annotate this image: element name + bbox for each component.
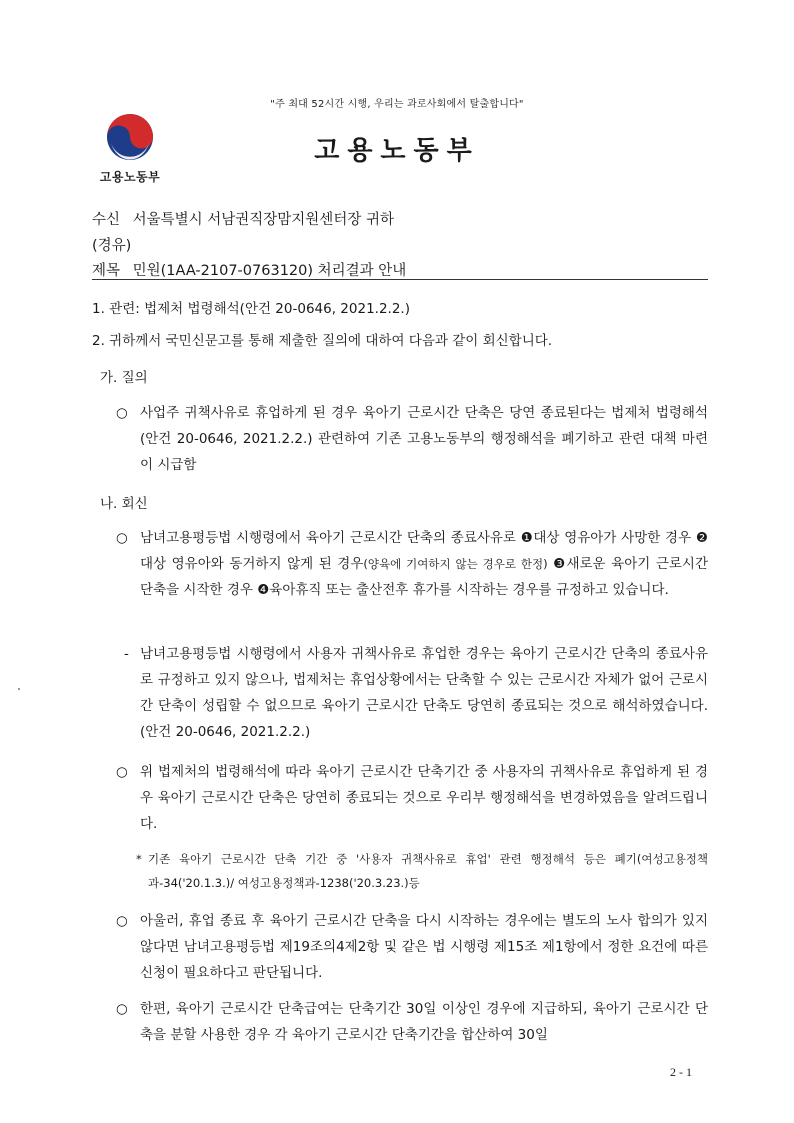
reply-1-part3: (양육에 기여하지 않는 경우로 한정) [363,557,548,571]
recipient-label: 수신 [92,212,121,228]
note-text: 기존 육아기 근로시간 단축 기간 중 '사용자 귀책사유로 휴업' 관련 행정해석 등은 폐기(여성고용정책과-34('20.1.3.)/ 여성고용정책과-1238('20.3.23.)등 [148,852,708,890]
recipient-line [92,208,394,229]
item-2: 2. 귀하께서 국민신문고를 통해 제출한 질의에 대하여 다음과 같이 회신합니다. [92,333,553,349]
reply-1-part1: 남녀고용평등법 시행령에서 육아기 근로시간 단축의 종료사유로 [140,530,521,546]
reply-1-subitem-text: 남녀고용평등법 시행령에서 사용자 귀책사유로 휴업한 경우는 육아기 근로시간 단축의 종료사유로 규정하고 있지 않으나, 법제처는 휴업상황에서는 단축할 수 있는 근로시간 자체가 없어 근로시간 단축이 성립할 수 없으므로 육아기 근로시간 단축도 당연히 종료되는 것으로 해석하였습니다.(안건 20-0646, 2021.2.2.) [140,646,708,740]
reply-item-3 [116,908,708,986]
recipient-value: 서울특별시 서남권직장맘지원센터장 귀하 [132,212,394,228]
circle-bullet-icon: ○ [116,530,128,546]
section-ga-heading: 가. 질의 [100,370,148,386]
note-item [136,847,708,895]
reply-1-subitem [124,641,708,745]
header-divider [92,279,708,280]
ministry-title: 고용노동부 [314,136,480,166]
via-line: (경유) [92,238,132,254]
page-number: 2 - 1 [670,1065,692,1079]
section-na-heading: 나. 회신 [100,496,148,512]
slogan: "주 최대 52시간 시행, 우리는 과로사회에서 탈출합니다" [270,99,524,110]
circle-bullet-icon: ○ [116,764,128,780]
circle-bullet-icon: ○ [116,913,128,929]
item-1: 1. 관련: 법제처 법령해석(안건 20-0646, 2021.2.2.) [92,301,410,317]
reply-item-2 [116,759,708,837]
reply-3-text: 아울러, 휴업 종료 후 육아기 근로시간 단축을 다시 시작하는 경우에는 별도의 노사 합의가 있지 않다면 남녀고용평등법 제19조의4제2항 및 같은 법 시행령 제15조 제1항에서 정한 요건에 따른 신청이 필요하다고 판단됩니다. [140,913,708,981]
reply-4-text: 한편, 육아기 근로시간 단축급여는 단축기간 30일 이상인 경우에 지급하되, 육아기 근로시간 단축을 분할 사용한 경우 각 육아기 근로시간 단축기간을 합산하여 30일 [140,1001,708,1043]
inquiry-text: 사업주 귀책사유로 휴업하게 된 경우 육아기 근로시간 단축은 당연 종료된다는 법제처 법령해석(안건 20-0646, 2021.2.2.) 관련하여 기존 고용노동부의 행정해석을 폐기하고 관련 대책 마련이 시급함 [140,405,708,473]
subject-label: 제목 [92,263,121,279]
asterisk-icon: * [136,852,142,866]
circle-bullet-icon: ○ [116,1001,128,1017]
logo-label: 고용노동부 [99,170,161,184]
inquiry-item [116,400,708,478]
reply-2-text: 위 법제처의 법령해석에 따라 육아기 근로시간 단축기간 중 사용자의 귀책사유로 휴업하게 된 경우 육아기 근로시간 단축은 당연히 종료되는 것으로 우리부 행정해석을 변경하였음을 알려드립니다. [140,764,708,832]
reply-item-4 [116,996,708,1048]
subject-line [92,259,406,280]
reply-1-part2: ❶대상 영유아가 사망한 경우 ❷대상 영유아와 동거하지 않게 된 경우 [140,530,709,572]
reply-item-1 [116,525,708,603]
reply-1-part4: ❸새로운 육아기 근로시간 단축을 시작한 경우 ❹육아휴직 또는 출산전후 휴가를 시작하는 경우를 규정하고 있습니다. [140,556,708,598]
dash-bullet-icon: - [124,646,129,662]
scan-speck [18,688,20,690]
circle-bullet-icon: ○ [116,405,128,421]
subject-value: 민원(1AA-2107-0763120) 처리결과 안내 [132,263,407,279]
